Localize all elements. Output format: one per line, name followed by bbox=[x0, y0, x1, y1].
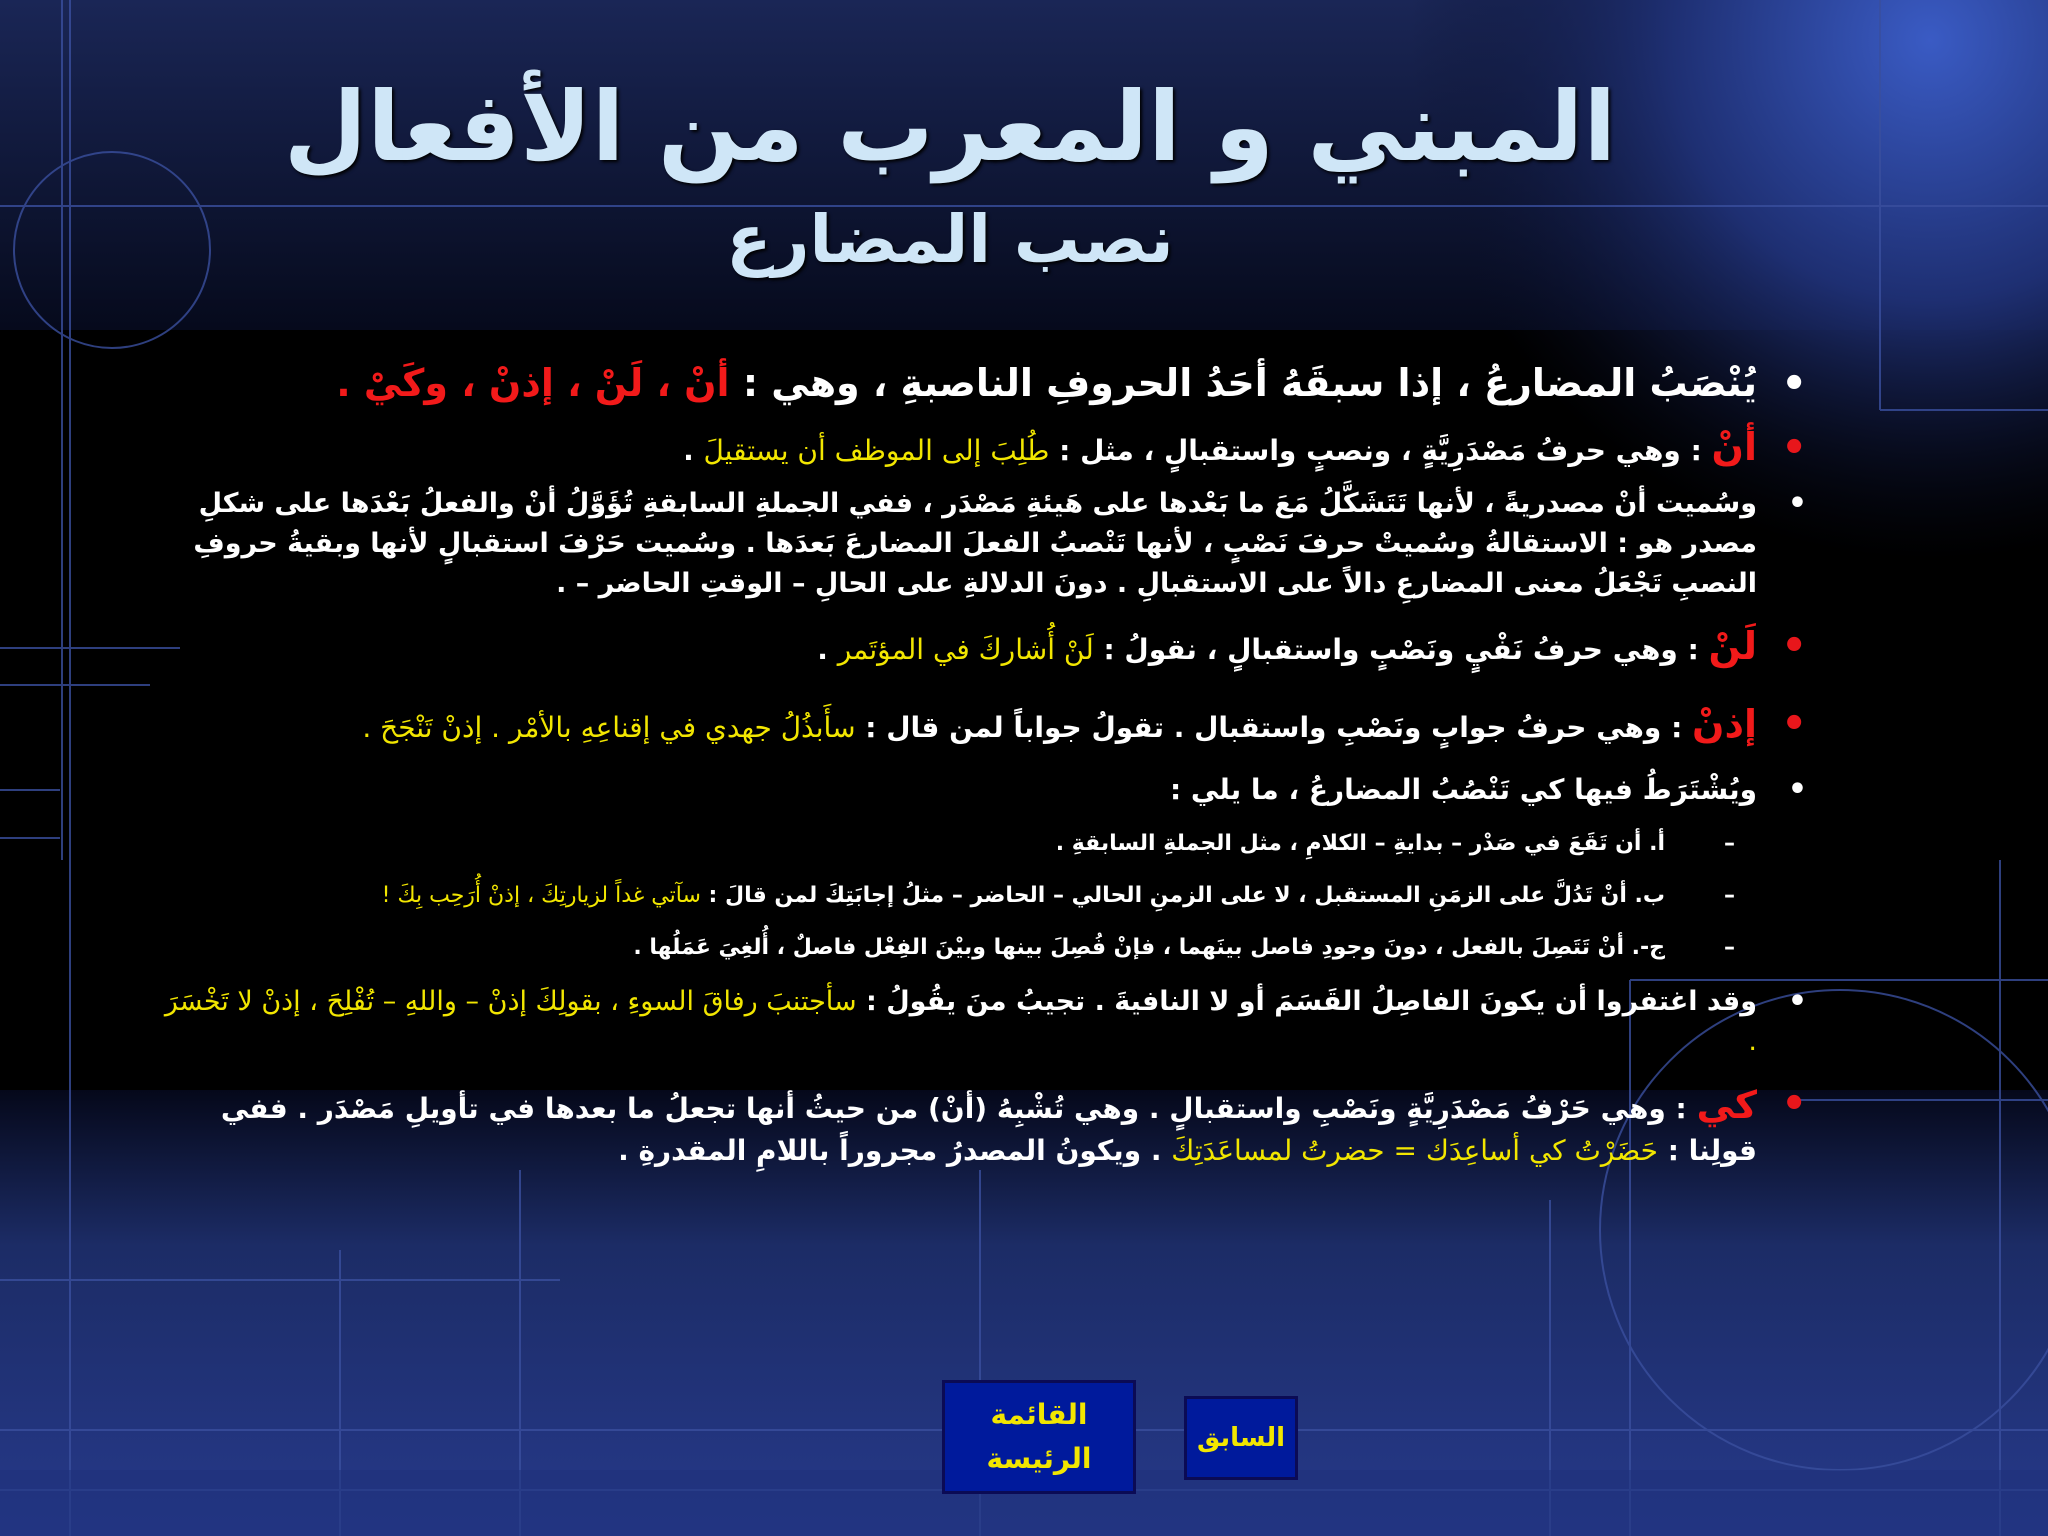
bullet-icon: • bbox=[1781, 701, 1807, 747]
bullet-icon: • bbox=[1781, 361, 1807, 407]
bullet-icon: • bbox=[1787, 486, 1807, 521]
main-menu-button[interactable]: القائمة الرئيسة bbox=[942, 1380, 1136, 1494]
list-item: • وسُميت أنْ مصدريةً ، لأنها تَتَشَكَّلُ مَعَ ما بَعْدها على هَيئةِ مَصْدَر ، ففي الجملةِ السابقةِ تُؤَوَّلُ أنْ والفعلُ بَعْدَها على شكلِ مصدر هو : الاستقالةُ وسُميتْ حرفَ نَصْبٍ ، لأنها تَنْصبُ الفعلَ المضارعَ بَعدَها . وسُميت حَرْفَ استقبالٍ لأنها وبقيةُ حروفِ النصبِ تَجْعَلُ معنى المضارعِ دالاً على الاستقبالِ . دونَ الدلالةِ على الحالِ – الوقتِ الحاضر – . bbox=[193, 486, 1807, 599]
keywords-list: أنْ ، لَنْ ، إذنْ ، وكَيْ . bbox=[336, 361, 730, 405]
list-item: • كي : وهي حَرْفُ مَصْدَرِيَّةٍ ونَصْبِ واستقبالٍ . وهي تُشْبِهُ (أنْ) من حيثُ أنها تجعلُ ما بعدها في تأويلِ مَصْدَر . ففي قولِنا : حَضَرْتُ كي أساعِدَك = حضرتُ لمساعَدَتِكَ . ويكونُ المصدرُ مجروراً باللامِ المقدرةِ . bbox=[220, 1081, 1807, 1167]
bullet-icon: • bbox=[1787, 772, 1807, 807]
keyword-idhan: إذنْ bbox=[1692, 702, 1757, 746]
page-title: المبني و المعرب من الأفعال bbox=[283, 71, 1617, 183]
bullet-icon: • bbox=[1781, 1081, 1807, 1127]
dash-icon: – bbox=[1724, 831, 1735, 856]
previous-button[interactable]: السابق bbox=[1184, 1396, 1298, 1480]
list-item: • يُنْصَبُ المضارعُ ، إذا سبقَهُ أحَدُ الحروفِ الناصبةِ ، وهي : أنْ ، لَنْ ، إذنْ ، وكَيْ . bbox=[336, 361, 1807, 407]
list-item: • لَنْ : وهي حرفُ نَفْيٍ ونَصْبٍ واستقبالٍ ، نقولُ : لَنْ أُشاركَ في المؤتَمر . bbox=[817, 623, 1807, 669]
dash-icon: – bbox=[1724, 935, 1735, 960]
keyword-lan: لَنْ bbox=[1708, 624, 1757, 668]
condition-item: – أ. أن تَقَعَ في صَدْر – بدايةِ – الكلامِ ، مثل الجملةِ السابقةِ . bbox=[150, 818, 1815, 870]
keyword-kay: كي bbox=[1696, 1083, 1757, 1127]
condition-item: – ج-. أنْ تَتَصِلَ بالفعل ، دونَ وجودِ فاصل بينَهما ، فإنْ فُصِلَ بينها وبيْنَ الفِعْل فاصلٌ ، أُلغِيَ عَمَلُها . bbox=[150, 922, 1815, 974]
list-item: • ويُشْتَرَطُ فيها كي تَنْصُبُ المضارعُ ، ما يلي : bbox=[150, 762, 1815, 818]
bullet-icon: • bbox=[1787, 984, 1807, 1019]
list-item: • إذنْ : وهي حرفُ جوابٍ ونَصْبِ واستقبال . تقولُ جواباً لمن قال : سأَبذُلُ جهدي في إقناعِهِ بالأمْر . إذنْ تَنْجَحَ . bbox=[362, 701, 1807, 747]
bullet-icon: • bbox=[1781, 623, 1807, 669]
list-item: • وقد اغتفروا أن يكونَ الفاصِلُ القَسَمَ أو لا النافيةَ . تجيبُ منَ يقُولُ : سأجتنبَ رفاقَ السوءِ ، بقولِكَ إذنْ – واللهِ – تُفْلِحَ ، إذنْ لا تَخْسَرَ . bbox=[164, 984, 1807, 1057]
condition-item: – ب. أنْ تَدُلَّ على الزمَنِ المستقبل ، لا على الزمنِ الحالي – الحاضر – مثلُ إجابَتِكَ لمن قالَ : سآتي غداً لزيارتِكَ ، إذنْ أُرَحِب بِكَ ! bbox=[150, 870, 1815, 922]
page-subtitle: نصب المضارع bbox=[726, 201, 1174, 278]
keyword-an: أنْ bbox=[1711, 425, 1757, 469]
bullet-icon: • bbox=[1781, 425, 1807, 471]
slide-body bbox=[150, 352, 1815, 1172]
list-item: • أنْ : وهي حرفُ مَصْدَرِيَّةٍ ، ونصبٍ واستقبالٍ ، مثل : طُلِبَ إلى الموظف أن يستقيلَ . bbox=[683, 425, 1807, 471]
dash-icon: – bbox=[1724, 883, 1735, 908]
